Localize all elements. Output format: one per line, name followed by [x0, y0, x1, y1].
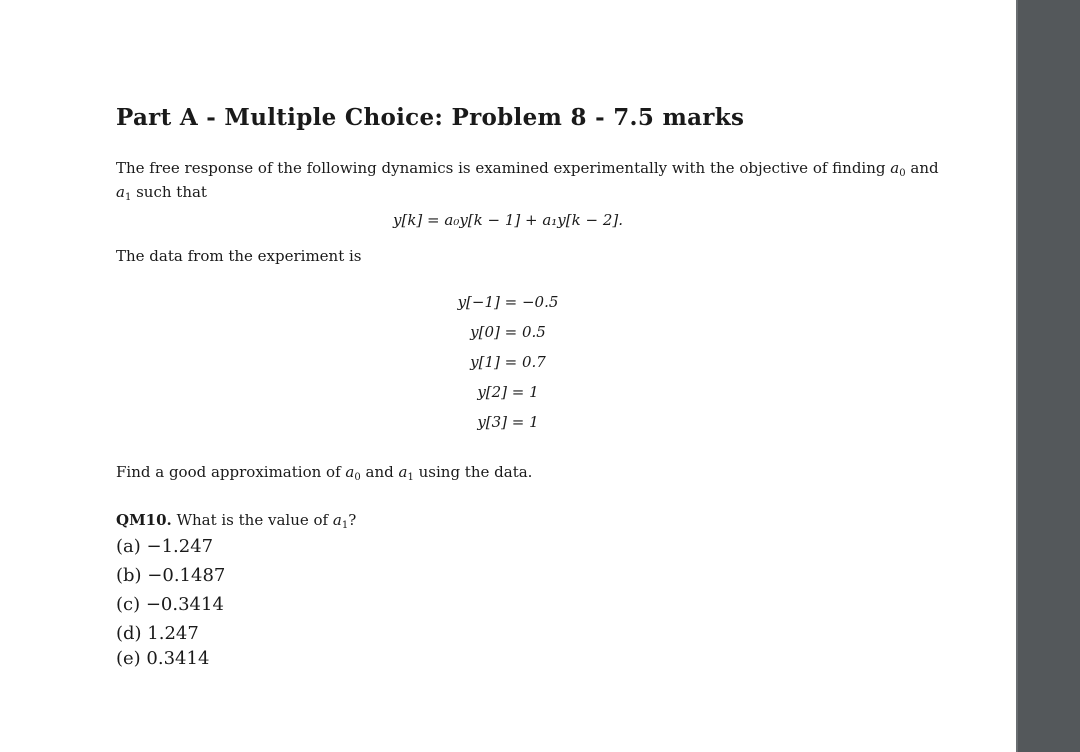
find-instruction: Find a good approximation of $a_0$ and $a_1$ using the data.: [116, 463, 533, 483]
data-point: y[−1] = −0.5: [457, 293, 559, 311]
intro-text: The free response of the following dynamics is examined experimentally with the objective of finding: [116, 159, 886, 177]
data-point: y[1] = 0.7: [470, 353, 546, 371]
var-a0: $a_0$: [890, 159, 906, 179]
question-label: QM10.: [116, 511, 172, 529]
question-var: $a_1$: [332, 511, 349, 531]
data-point: y[3] = 1: [477, 413, 539, 431]
option-e[interactable]: (e) 0.3414: [116, 648, 210, 669]
option-c[interactable]: (c) −0.3414: [116, 594, 224, 615]
intro-and: and: [910, 159, 939, 177]
intro-paragraph: [116, 156, 939, 204]
question-text: What is the value of: [176, 511, 329, 529]
find-var-a1: $a_1$: [398, 463, 414, 483]
intro-such-that: such that: [136, 183, 207, 201]
var-a1: $a_1$: [116, 183, 132, 203]
dynamics-equation: y[k] = a₀y[k − 1] + a₁y[k − 2].: [393, 211, 623, 229]
scrollbar-edge: [1016, 0, 1018, 752]
section-heading: Part A - Multiple Choice: Problem 8 - 7.5 marks: [116, 104, 745, 131]
option-d[interactable]: (d) 1.247: [116, 623, 199, 644]
question: QM10. What is the value of $a_1$?: [116, 511, 357, 531]
answer-options: [116, 534, 225, 672]
data-point: y[2] = 1: [477, 383, 539, 401]
option-b[interactable]: (b) −0.1487: [116, 565, 226, 586]
data-intro: The data from the experiment is: [116, 247, 362, 265]
find-var-a0: $a_0$: [345, 463, 361, 483]
option-a[interactable]: (a) −1.247: [116, 536, 214, 557]
data-point: y[0] = 0.5: [470, 323, 546, 341]
viewer-scrollbar[interactable]: [1016, 0, 1080, 752]
data-list: [0, 290, 1016, 440]
